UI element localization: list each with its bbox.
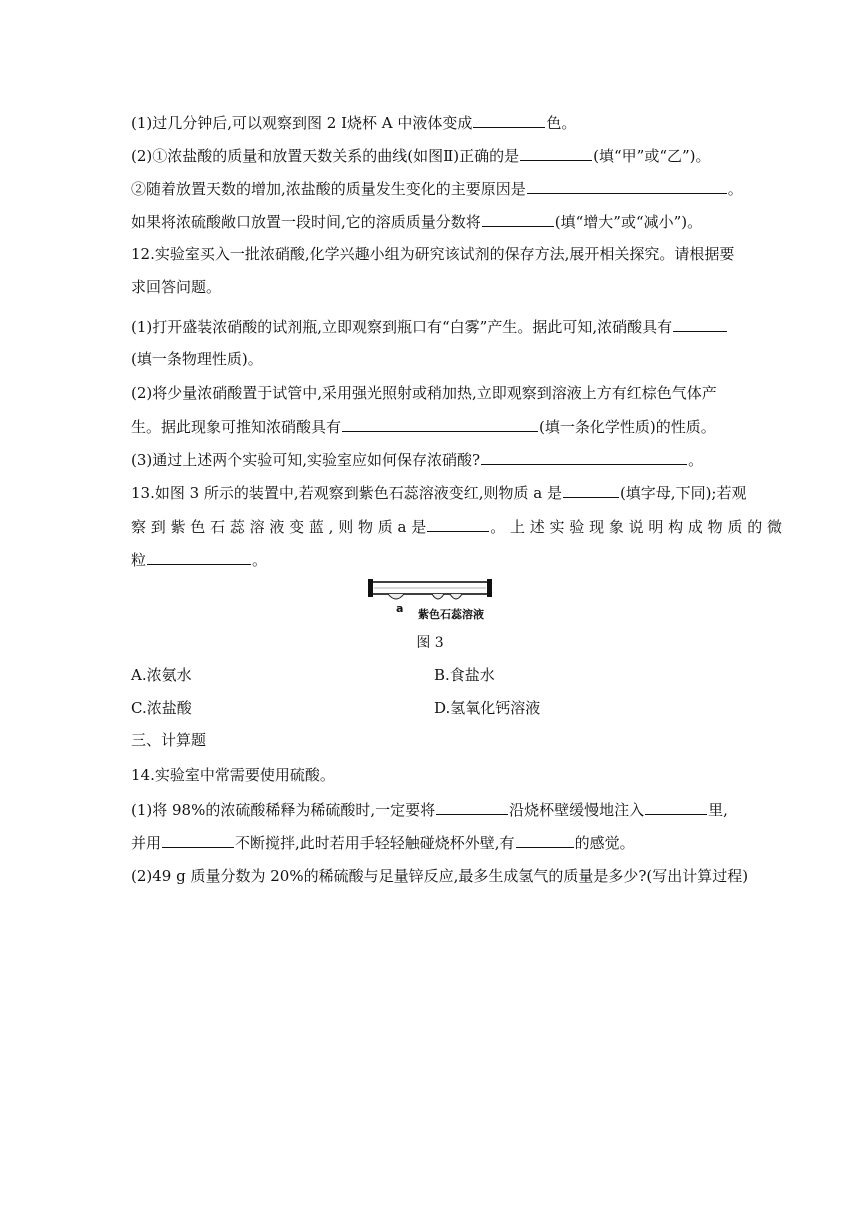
q14-part1-mid: 沿烧杯壁缓慢地注入 bbox=[509, 801, 645, 819]
answer-blank[interactable] bbox=[473, 112, 545, 128]
q12-part2-line2 bbox=[131, 416, 716, 437]
answer-blank[interactable] bbox=[342, 416, 538, 432]
q14-part1b-suffix: 的感觉。 bbox=[574, 834, 635, 852]
q13-line2-suffix: 。 上 述 实 验 现 象 说 明 构 成 物 质 的 微 bbox=[490, 518, 782, 536]
q14-part1-suffix: 里, bbox=[708, 801, 728, 819]
q12-stem-line1: 12.实验室买入一批浓硝酸,化学兴趣小组为研究该试剂的保存方法,展开相关探究。请根据要 bbox=[131, 245, 735, 263]
answer-blank[interactable] bbox=[645, 799, 707, 815]
q12-part2-line1: (2)将少量浓硝酸置于试管中,采用强光照射或稍加热,立即观察到溶液上方有红棕色气体产 bbox=[131, 384, 717, 402]
answer-blank[interactable] bbox=[673, 316, 727, 332]
q11-part4 bbox=[131, 211, 702, 232]
q13-stem-line3 bbox=[131, 549, 267, 570]
q11-part1-suffix: 色。 bbox=[546, 114, 577, 132]
answer-blank[interactable] bbox=[162, 832, 234, 848]
q11-part3-text: ②随着放置天数的增加,浓盐酸的质量发生变化的主要原因是 bbox=[131, 180, 526, 198]
option-a[interactable]: A.浓氨水 bbox=[131, 666, 192, 684]
q13-line1-suffix: (填字母,下同);若观 bbox=[619, 484, 747, 502]
q13-line1-text: 13.如图 3 所示的装置中,若观察到紫色石蕊溶液变红,则物质 a 是 bbox=[131, 484, 562, 502]
q12-part2-suffix: (填一条化学性质)的性质。 bbox=[539, 418, 716, 436]
q11-part2 bbox=[131, 145, 711, 166]
q12-part1-cont: (填一条物理性质)。 bbox=[131, 350, 263, 368]
q13-line2-text: 察 到 紫 色 石 蕊 溶 液 变 蓝 , 则 物 质 a 是 bbox=[131, 518, 427, 536]
tube-stopper-right bbox=[487, 579, 492, 597]
q11-part2-suffix: (填“甲”或“乙”)。 bbox=[593, 147, 711, 165]
q12-part2-text: 生。据此现象可推知浓硝酸具有 bbox=[131, 418, 342, 436]
option-d[interactable]: D.氢氧化钙溶液 bbox=[434, 699, 541, 717]
q13-line3-text: 粒 bbox=[131, 551, 147, 569]
answer-blank[interactable] bbox=[147, 549, 251, 565]
figure-label-litmus: 紫色石蕊溶液 bbox=[418, 608, 484, 621]
q14-intro: 14.实验室中常需要使用硫酸。 bbox=[131, 766, 335, 784]
q12-part3-text: (3)通过上述两个实验可知,实验室应如何保存浓硝酸? bbox=[131, 451, 481, 469]
q14-part1b-mid: 不断搅拌,此时若用手轻轻触碰烧杯外壁,有 bbox=[235, 834, 515, 852]
q14-part1-text: (1)将 98%的浓硫酸稀释为稀硫酸时,一定要将 bbox=[131, 801, 436, 819]
q13-line3-suffix: 。 bbox=[252, 551, 268, 569]
q11-part1 bbox=[131, 112, 576, 133]
q14-part1b-text: 并用 bbox=[131, 834, 162, 852]
q11-part2-text: (2)①浓盐酸的质量和放置天数关系的曲线(如图Ⅱ)正确的是 bbox=[131, 147, 520, 165]
q13-stem-line1 bbox=[131, 482, 746, 503]
figure-label-a: a bbox=[396, 602, 404, 615]
section-heading: 三、计算题 bbox=[131, 731, 207, 749]
q11-part3 bbox=[131, 178, 743, 199]
tube-stopper-left bbox=[368, 579, 373, 597]
q14-part2: (2)49 g 质量分数为 20%的稀硫酸与足量锌反应,最多生成氢气的质量是多少?(写出计算过程) bbox=[131, 867, 749, 885]
answer-blank[interactable] bbox=[482, 211, 554, 227]
figure-3-apparatus bbox=[366, 578, 494, 622]
cotton-litmus-1 bbox=[432, 594, 444, 599]
q12-part3-suffix: 。 bbox=[688, 451, 704, 469]
q12-part1-text: (1)打开盛装浓硝酸的试剂瓶,立即观察到瓶口有“白雾”产生。据此可知,浓硝酸具有 bbox=[131, 318, 673, 336]
option-c[interactable]: C.浓盐酸 bbox=[131, 699, 192, 717]
answer-blank[interactable] bbox=[527, 178, 727, 194]
q12-stem-line2: 求回答问题。 bbox=[131, 278, 222, 296]
q11-part3-suffix: 。 bbox=[727, 180, 743, 198]
q11-part4-suffix: (填“增大”或“减小”)。 bbox=[554, 213, 703, 231]
answer-blank[interactable] bbox=[520, 145, 592, 161]
answer-blank[interactable] bbox=[427, 516, 489, 532]
q11-part1-text: (1)过几分钟后,可以观察到图 2 Ⅰ烧杯 A 中液体变成 bbox=[131, 114, 473, 132]
cotton-a bbox=[388, 594, 404, 599]
cotton-litmus-2 bbox=[450, 594, 462, 599]
answer-blank[interactable] bbox=[436, 799, 508, 815]
answer-blank[interactable] bbox=[481, 449, 687, 465]
q12-part1 bbox=[131, 316, 728, 337]
q14-part1-line2 bbox=[131, 832, 635, 853]
answer-blank[interactable] bbox=[516, 832, 574, 848]
q13-stem-line2 bbox=[131, 516, 782, 537]
q14-part1-line1 bbox=[131, 799, 728, 820]
figure-caption: 图 3 bbox=[416, 635, 444, 651]
q11-part4-text: 如果将浓硫酸敞口放置一段时间,它的溶质质量分数将 bbox=[131, 213, 481, 231]
option-b[interactable]: B.食盐水 bbox=[434, 666, 495, 684]
answer-blank[interactable] bbox=[563, 482, 619, 498]
q12-part3 bbox=[131, 449, 703, 470]
